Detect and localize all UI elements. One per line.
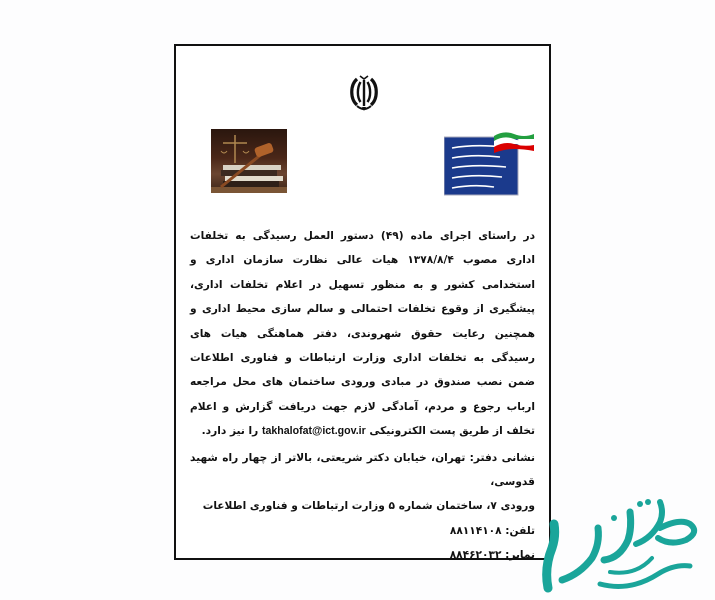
fax-number: ۸۸۴۶۲۰۳۲ [449, 549, 502, 562]
fax-line [190, 543, 535, 567]
ict-ministry-logo [444, 128, 538, 196]
eghtesad-watermark-logo [540, 488, 705, 598]
iran-emblem-icon [348, 71, 380, 113]
document-frame [174, 44, 551, 560]
justice-gavel-image [211, 129, 287, 193]
address-line: ورودی ۷، ساختمان شماره ۵ وزارت ارتباطات و فناوری اطلاعات [202, 500, 535, 513]
body-line: نصب صندوق در مبادی ورودی ساختمان های محل مراجعه ارباب رجوع و [190, 376, 535, 413]
phone-number: ۸۸۱۱۴۱۰۸ [449, 524, 502, 537]
email-suffix: را نیز دارد. [201, 425, 259, 438]
address-line: نشانی دفتر: تهران، خیابان دکتر شریعتی، بالاتر از چهار راه شهید قدوسی، [190, 451, 535, 489]
phone-line [190, 519, 535, 543]
email-link[interactable]: takhalofat@ict.gov.ir [261, 425, 366, 438]
fax-label: نمابر: [505, 549, 535, 562]
body-line: سازی محیط اداری و همچنین رعایت حقوق شهروندی، دفتر هماهنگی هیات [190, 303, 535, 340]
email-prefix: الکترونیکی [369, 425, 426, 438]
body-line: تسهیل در اعلام تخلفات اداری، پیشگیری از وقوع تخلفات احتمالی و سالم [190, 278, 535, 316]
body-line: ۱۳۷۸/۸/۴ هیات عالی نظارت سازمان اداری و استخدامی کشور و به منظور [190, 254, 535, 291]
body-line: مردم، آمادگی لازم جهت دریافت گزارش و اعلام تخلف از طریق پست [190, 400, 535, 438]
notice-paragraph [190, 224, 535, 444]
phone-label: تلفن: [505, 524, 535, 537]
body-line: در راستای اجرای ماده (۴۹) دستور العمل رسیدگی به تخلفات اداری مصوب [190, 230, 535, 267]
body-line: های رسیدگی به تخلفات اداری وزارت ارتباطات و فناوری اطلاعات ضمن [190, 327, 535, 389]
notice-body [190, 224, 535, 568]
